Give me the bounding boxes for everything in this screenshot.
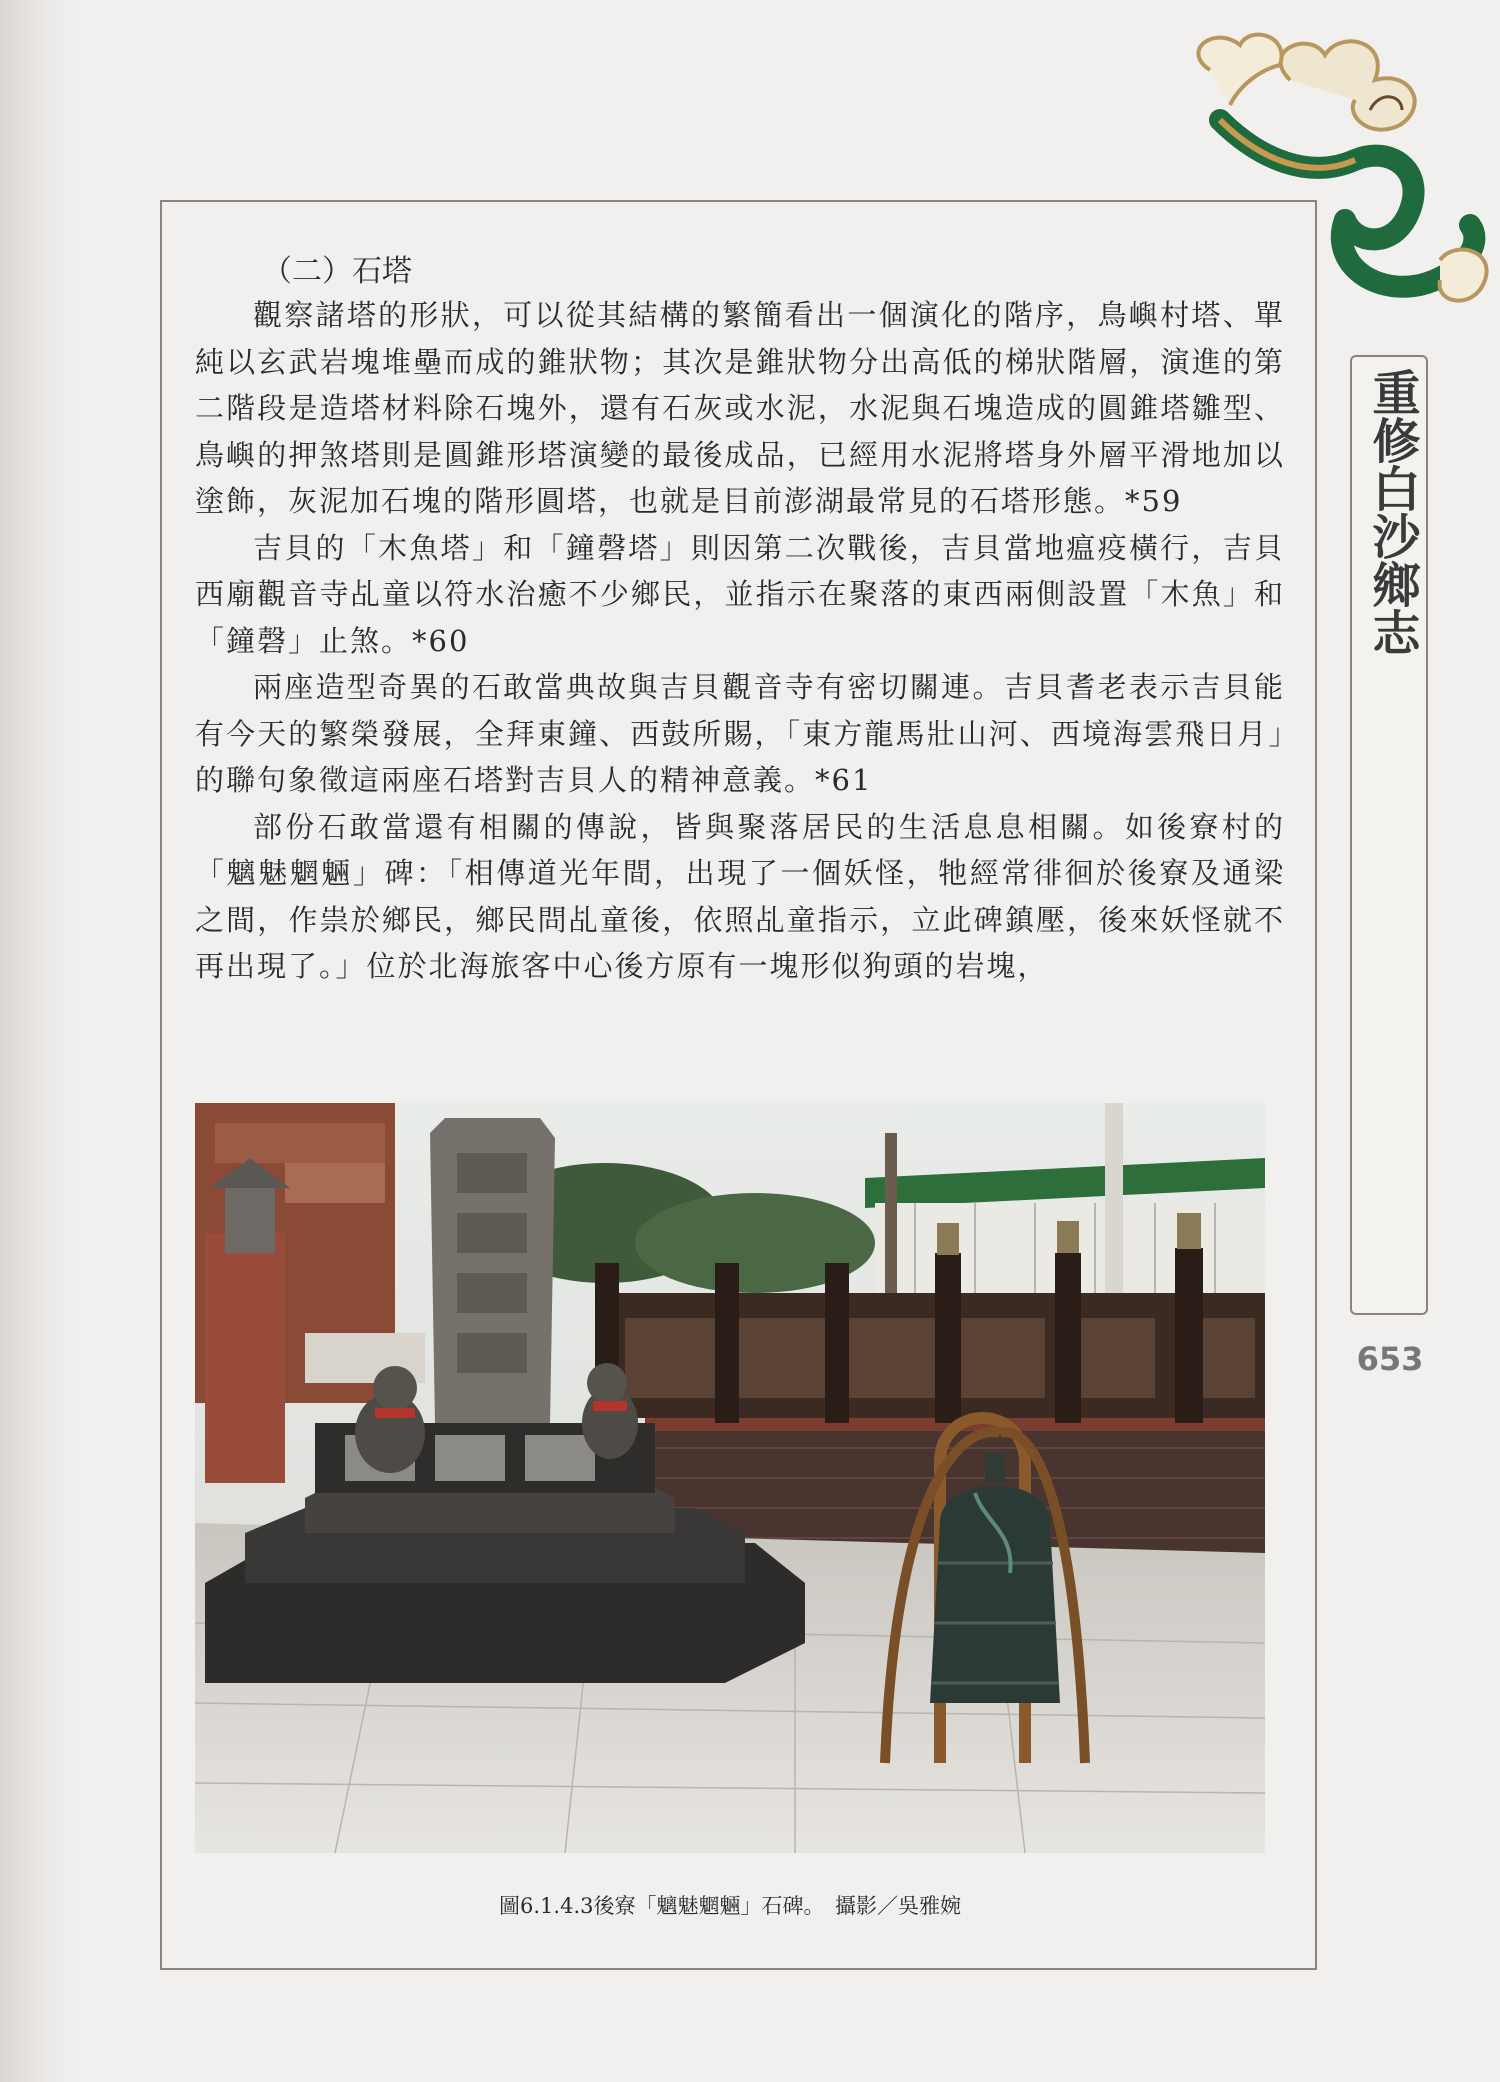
section-heading: （二）石塔 — [262, 254, 412, 289]
paragraph: 部份石敢當還有相關的傳說，皆與聚落居民的生活息息相關。如後寮村的「魑魅魍魎」碑：「相傳道光年間，出現了一個妖怪，牠經常徘徊於後寮及通梁之間，作祟於鄉民，鄉民問乩童後，依照乩童指示，立此碑鎮壓，後來妖怪就不再出現了。」位於北海旅客中心後方原有一塊形似狗頭的岩塊， — [195, 809, 1285, 983]
paragraph: 觀察諸塔的形狀，可以從其結構的繁簡看出一個演化的階序，鳥嶼村塔、單純以玄武岩塊堆壘而成的錐狀物；其次是錐狀物分出高低的梯狀階層，演進的第二階段是造塔材料除石塊外，還有石灰或水泥，水泥與石塊造成的圓錐塔雛型、鳥嶼的押煞塔則是圓錐形塔演變的最後成品，已經用水泥將塔身外層平滑地加以塗飾，灰泥加石塊的階形圓塔，也就是目前澎湖最常見的石塔形態。*59 — [195, 298, 1285, 518]
paragraph: 兩座造型奇異的石敢當典故與吉貝觀音寺有密切關連。吉貝耆老表示吉貝能有今天的繁榮發展，全拜東鐘、西鼓所賜，「東方龍馬壯山河、西境海雲飛日月」的聯句象徵這兩座石塔對吉貝人的精神意義。*61 — [195, 670, 1285, 797]
page-spine-shadow — [0, 0, 80, 2082]
photo-caption: 圖6.1.4.3後寮「魑魅魍魎」石碑。 攝影／吳雅婉 — [499, 1894, 961, 1918]
stele-photo — [195, 1103, 1265, 1853]
paragraph: 吉貝的「木魚塔」和「鐘磬塔」則因第二次戰後，吉貝當地瘟疫橫行，吉貝西廟觀音寺乩童以符水治癒不少鄉民，並指示在聚落的東西兩側設置「木魚」和「鐘磬」止煞。*60 — [195, 530, 1285, 658]
body-text — [195, 292, 1285, 990]
stele-photo-illustration — [195, 1103, 1265, 1853]
side-title: 重修白沙鄉志 — [1364, 368, 1420, 656]
page-number: 653 — [1356, 1340, 1424, 1378]
